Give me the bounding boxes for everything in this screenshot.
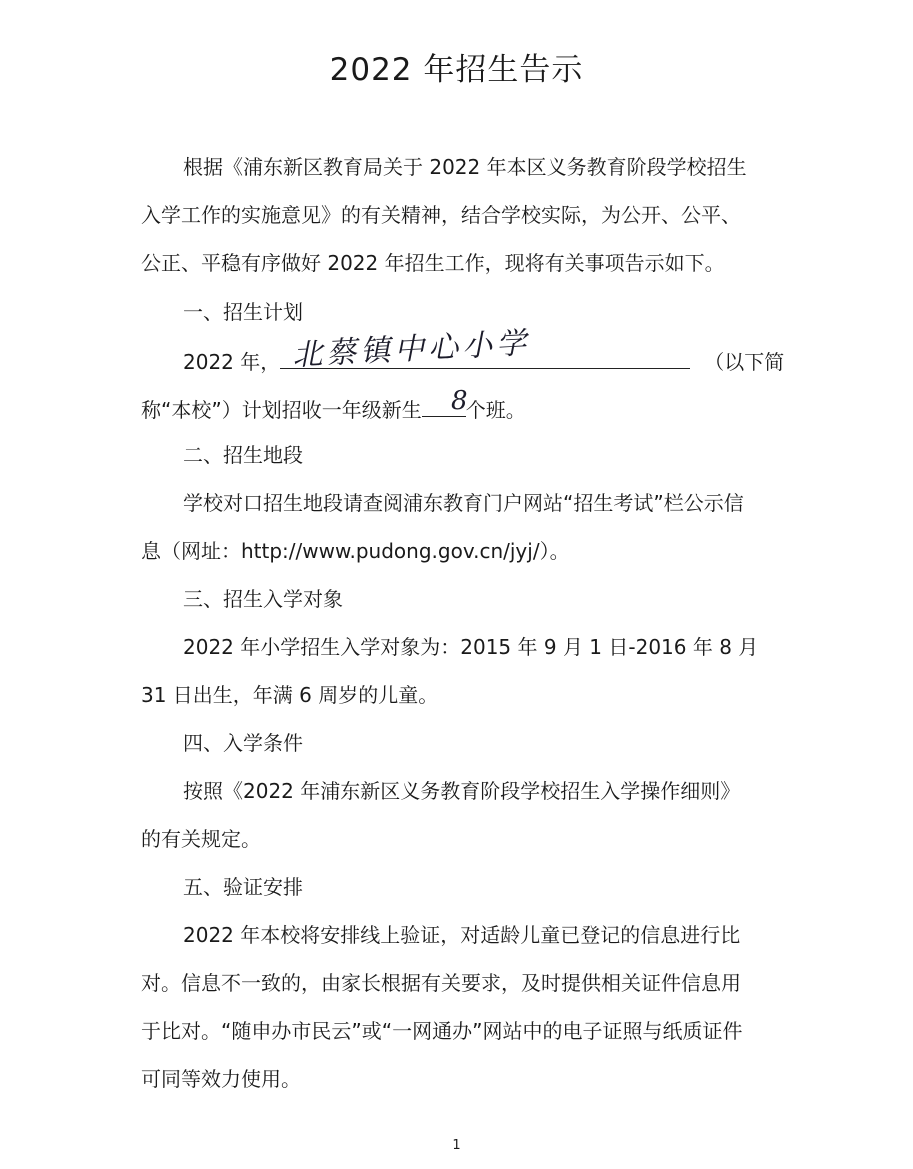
section3-heading: 三、招生入学对象 bbox=[183, 587, 343, 611]
section2-line-2: 息（网址：http://www.pudong.gov.cn/jyj/）。 bbox=[141, 539, 570, 563]
section5-line-1: 2022 年本校将安排线上验证，对适龄儿童已登记的信息进行比 bbox=[183, 923, 741, 947]
intro-line-2: 入学工作的实施意见》的有关精神，结合学校实际，为公开、公平、 bbox=[141, 203, 741, 227]
document-title: 2022 年招生告示 bbox=[329, 52, 584, 88]
school-name-handwritten: 北蔡镇中心小学 bbox=[291, 325, 531, 374]
class-count-handwritten: 8 bbox=[451, 386, 468, 416]
section1-line-2 bbox=[141, 392, 526, 425]
section3-line-1: 2022 年小学招生入学对象为：2015 年 9 月 1 日-2016 年 8 月 bbox=[183, 635, 759, 659]
section1-line2-prefix: 称“本校”）计划招收一年级新生 bbox=[141, 398, 422, 422]
section4-line-1: 按照《2022 年浦东新区义务教育阶段学校招生入学操作细则》 bbox=[183, 779, 741, 803]
section2-heading: 二、招生地段 bbox=[183, 443, 303, 467]
section4-heading: 四、入学条件 bbox=[183, 731, 303, 755]
section5-line-4: 可同等效力使用。 bbox=[141, 1067, 301, 1091]
section5-line-3: 于比对。“随申办市民云”或“一网通办”网站中的电子证照与纸质证件 bbox=[141, 1019, 743, 1043]
page-number: 1 bbox=[452, 1138, 461, 1153]
section5-line-2: 对。信息不一致的，由家长根据有关要求，及时提供相关证件信息用 bbox=[141, 971, 741, 995]
section1-line1-prefix: 2022 年， bbox=[183, 350, 281, 374]
section2-line-1: 学校对口招生地段请查阅浦东教育门户网站“招生考试”栏公示信 bbox=[183, 491, 744, 515]
intro-line-1: 根据《浦东新区教育局关于 2022 年本区义务教育阶段学校招生 bbox=[183, 155, 747, 179]
intro-line-3: 公正、平稳有序做好 2022 年招生工作，现将有关事项告示如下。 bbox=[141, 251, 725, 275]
section1-heading: 一、招生计划 bbox=[183, 300, 303, 324]
section4-line-2: 的有关规定。 bbox=[141, 827, 261, 851]
section1-line1-suffix: （以下简 bbox=[704, 350, 785, 374]
section1-line2-suffix: 个班。 bbox=[465, 398, 526, 422]
section5-heading: 五、验证安排 bbox=[183, 875, 303, 899]
section3-line-2: 31 日出生，年满 6 周岁的儿童。 bbox=[141, 683, 439, 707]
